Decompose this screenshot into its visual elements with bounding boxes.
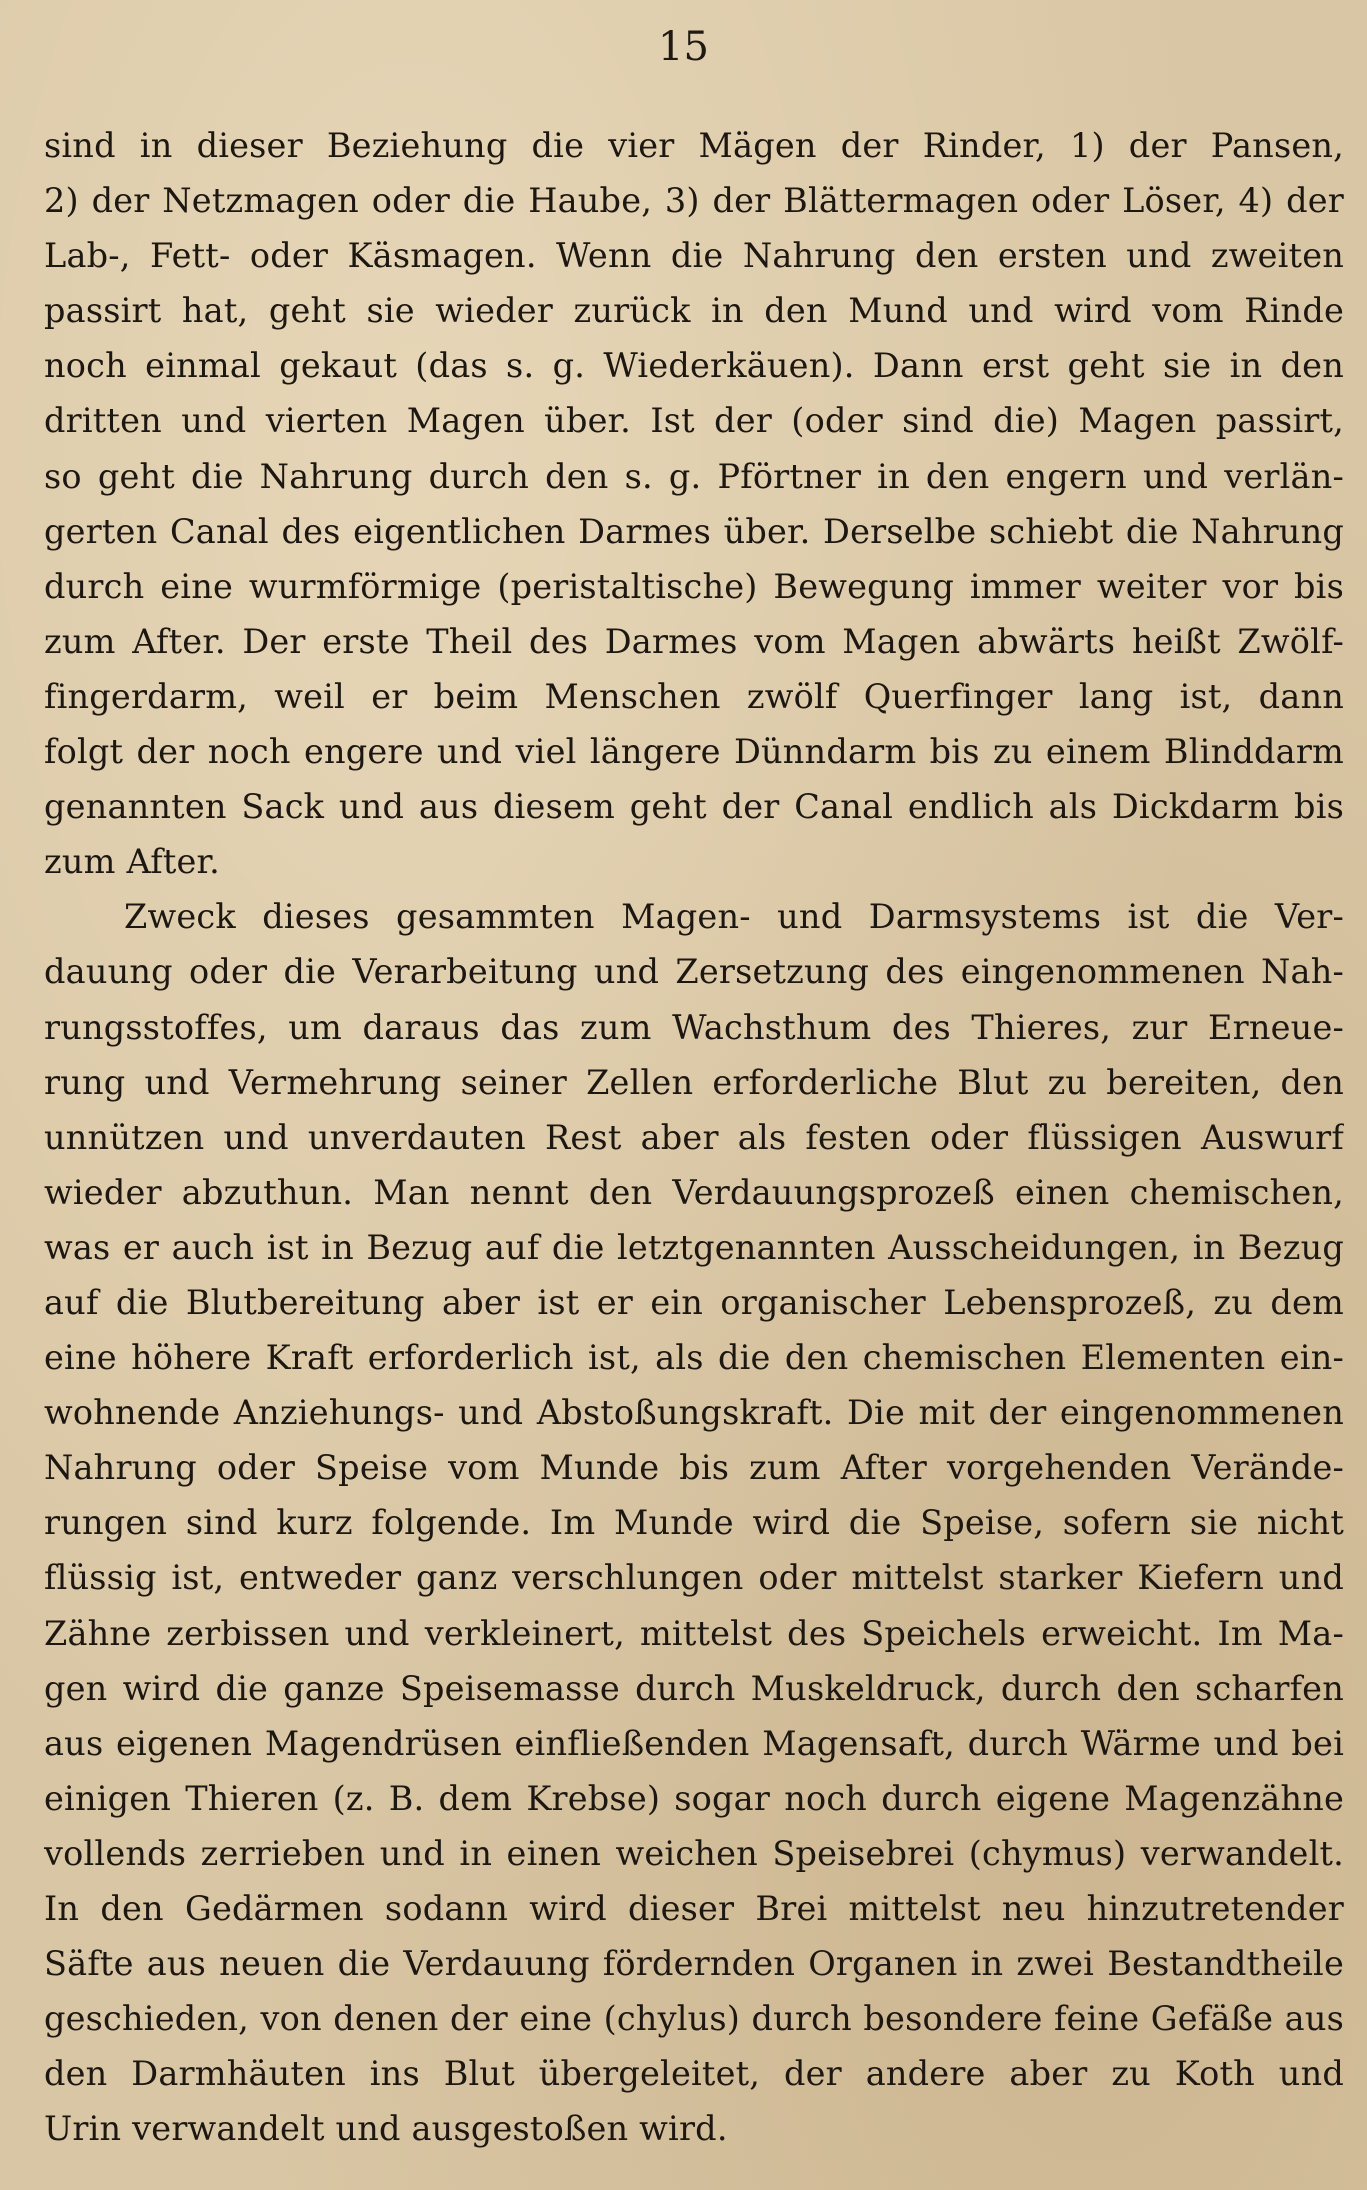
text-line: zum After. Der erste Theil des Darmes vom Magen abwärts heißt Zwölf- [44, 621, 1344, 661]
text-line: passirt hat, geht sie wieder zurück in den Mund und wird vom Rinde [44, 291, 1344, 331]
text-line: rung und Vermehrung seiner Zellen erforderliche Blut zu bereiten, den [44, 1062, 1344, 1102]
text-line: noch einmal gekaut (das s. g. Wiederkäuen). Dann erst geht sie in den [44, 346, 1344, 386]
text-line: zum After. [44, 842, 220, 882]
body-text [44, 118, 1344, 2156]
text-line: fingerdarm, weil er beim Menschen zwölf Querfinger lang ist, dann [44, 676, 1344, 716]
text-line: Nahrung oder Speise vom Munde bis zum After vorgehenden Verände- [44, 1448, 1344, 1488]
text-line: dauung oder die Verarbeitung und Zersetzung des eingenommenen Nah- [44, 952, 1344, 992]
text-line: geschieden, von denen der eine (chylus) durch besondere feine Gefäße aus [44, 1999, 1344, 2039]
text-line: Urin verwandelt und ausgestoßen wird. [44, 2109, 728, 2149]
text-line: vollends zerrieben und in einen weichen Speisebrei (chymus) verwandelt. [44, 1833, 1344, 1873]
text-line: 2) der Netzmagen oder die Haube, 3) der Blättermagen oder Löser, 4) der [44, 181, 1344, 221]
text-line: genannten Sack und aus diesem geht der Canal endlich als Dickdarm bis [44, 787, 1344, 827]
text-line: den Darmhäuten ins Blut übergeleitet, der andere aber zu Koth und [44, 2054, 1344, 2094]
text-line: wieder abzuthun. Man nennt den Verdauungsprozeß einen chemischen, [44, 1172, 1344, 1212]
text-line: einigen Thieren (z. B. dem Krebse) sogar noch durch eigene Magenzähne [44, 1778, 1344, 1818]
text-line: rungen sind kurz folgende. Im Munde wird die Speise, sofern sie nicht [44, 1503, 1344, 1543]
text-line: so geht die Nahrung durch den s. g. Pförtner in den engern und verlän- [44, 456, 1344, 496]
text-line: aus eigenen Magendrüsen einfließenden Magensaft, durch Wärme und bei [44, 1723, 1344, 1763]
text-line: was er auch ist in Bezug auf die letztgenannten Ausscheidungen, in Bezug [44, 1227, 1344, 1267]
text-line: Lab-, Fett- oder Käsmagen. Wenn die Nahrung den ersten und zweiten [44, 236, 1344, 276]
text-line: wohnende Anziehungs- und Abstoßungskraft. Die mit der eingenommenen [44, 1393, 1344, 1433]
text-line: flüssig ist, entweder ganz verschlungen oder mittelst starker Kiefern und [44, 1558, 1344, 1598]
page-number: 15 [658, 24, 709, 70]
text-line: In den Gedärmen sodann wird dieser Brei mittelst neu hinzutretender [44, 1889, 1344, 1928]
text-line: folgt der noch engere und viel längere Dünndarm bis zu einem Blinddarm [44, 732, 1344, 772]
text-line: eine höhere Kraft erforderlich ist, als die den chemischen Elementen ein- [44, 1338, 1344, 1378]
text-line: durch eine wurmförmige (peristaltische) Bewegung immer weiter vor bis [44, 566, 1344, 606]
text-line: Zähne zerbissen und verkleinert, mittelst des Speichels erweicht. Im Ma- [44, 1613, 1344, 1653]
text-line: rungsstoffes, um daraus das zum Wachsthum des Thieres, zur Erneue- [44, 1007, 1344, 1047]
text-line: Zweck dieses gesammten Magen- und Darmsystems ist die Ver- [124, 897, 1344, 937]
text-line: auf die Blutbereitung aber ist er ein organischer Lebensprozeß, zu dem [44, 1282, 1344, 1322]
text-line: unnützen und unverdauten Rest aber als festen oder flüssigen Auswurf [44, 1117, 1344, 1157]
text-line: gen wird die ganze Speisemasse durch Muskeldruck, durch den scharfen [44, 1668, 1344, 1708]
text-line: gerten Canal des eigentlichen Darmes über. Derselbe schiebt die Nahrung [44, 511, 1344, 551]
text-line: sind in dieser Beziehung die vier Mägen der Rinder, 1) der Pansen, [44, 126, 1344, 165]
text-line: Säfte aus neuen die Verdauung fördernden Organen in zwei Bestandtheile [44, 1944, 1344, 1984]
text-line: dritten und vierten Magen über. Ist der (oder sind die) Magen passirt, [44, 401, 1344, 441]
